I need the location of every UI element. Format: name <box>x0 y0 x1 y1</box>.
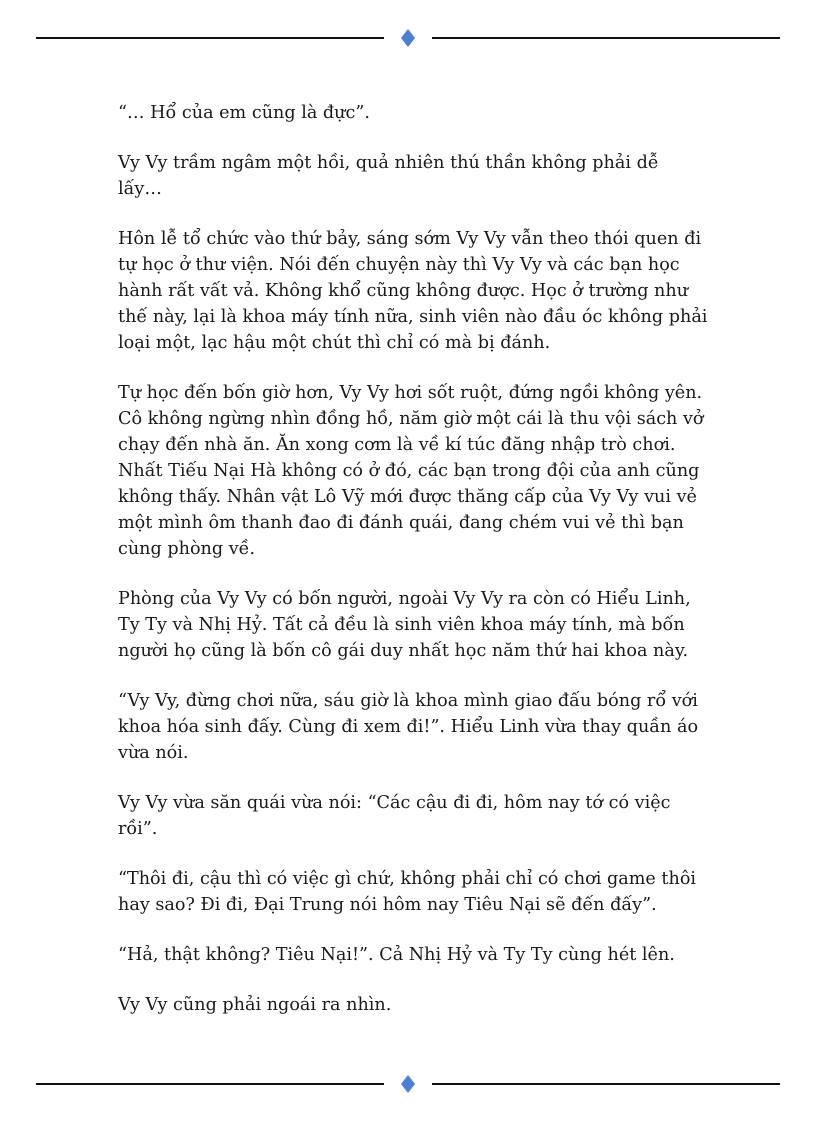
header-rule-left <box>36 37 384 39</box>
paragraph: Phòng của Vy Vy có bốn người, ngoài Vy Vy ra còn có Hiểu Linh, Ty Ty và Nhị Hỷ. Tất cả đều là sinh viên khoa máy tính, mà bốn người họ cũng là bốn cô gái duy nhất học năm thứ hai khoa này. <box>118 589 691 661</box>
header-rule-right <box>432 37 780 39</box>
footer-ornament <box>36 1074 780 1094</box>
paragraph: Hôn lễ tổ chức vào thứ bảy, sáng sớm Vy Vy vẫn theo thói quen đi tự học ở thư viện. Nói đến chuyện này thì Vy Vy và các bạn học hành rất vất vả. Không khổ cũng không được. Học ở trường như thế này, lại là khoa máy tính nữa, sinh viên nào đầu óc không phải loại một, lạc hậu một chút thì chỉ có mà bị đánh. <box>118 229 708 353</box>
footer-rule-left <box>36 1083 384 1085</box>
paragraph: “Vy Vy, đừng chơi nữa, sáu giờ là khoa mình giao đấu bóng rổ với khoa hóa sinh đấy. Cùng đi xem đi!”. Hiểu Linh vừa thay quần áo vừa nói. <box>118 691 699 763</box>
footer-rule-right <box>432 1083 780 1085</box>
paragraph: “… Hổ của em cũng là đực”. <box>118 103 370 123</box>
paragraph: Vy Vy cũng phải ngoái ra nhìn. <box>118 995 392 1015</box>
paragraph: Tự học đến bốn giờ hơn, Vy Vy hơi sốt ruột, đứng ngồi không yên. Cô không ngừng nhìn đồng hồ, năm giờ một cái là thu vội sách vở chạy đến nhà ăn. Ăn xong cơm là về kí túc đăng nhập trò chơi. Nhất Tiếu Nại Hà không có ở đó, các bạn trong đội của anh cũng không thấy. Nhân vật Lô Vỹ mới được thăng cấp của Vy Vy vui vẻ một mình ôm thanh đao đi đánh quái, đang chém vui vẻ thì bạn cùng phòng về. <box>118 383 704 559</box>
header-ornament <box>36 28 780 48</box>
paragraph: “Thôi đi, cậu thì có việc gì chứ, không phải chỉ có chơi game thôi hay sao? Đi đi, Đại Trung nói hôm nay Tiêu Nại sẽ đến đấy”. <box>118 869 697 915</box>
paragraph: Vy Vy vừa săn quái vừa nói: “Các cậu đi đi, hôm nay tớ có việc rồi”. <box>118 793 671 839</box>
paragraph: Vy Vy trầm ngâm một hồi, quả nhiên thú thần không phải dễ lấy… <box>118 153 659 199</box>
paragraph: “Hả, thật không? Tiêu Nại!”. Cả Nhị Hỷ và Ty Ty cùng hét lên. <box>118 945 675 965</box>
diamond-icon <box>398 28 418 48</box>
diamond-icon <box>398 1074 418 1094</box>
page-body <box>118 100 708 1042</box>
